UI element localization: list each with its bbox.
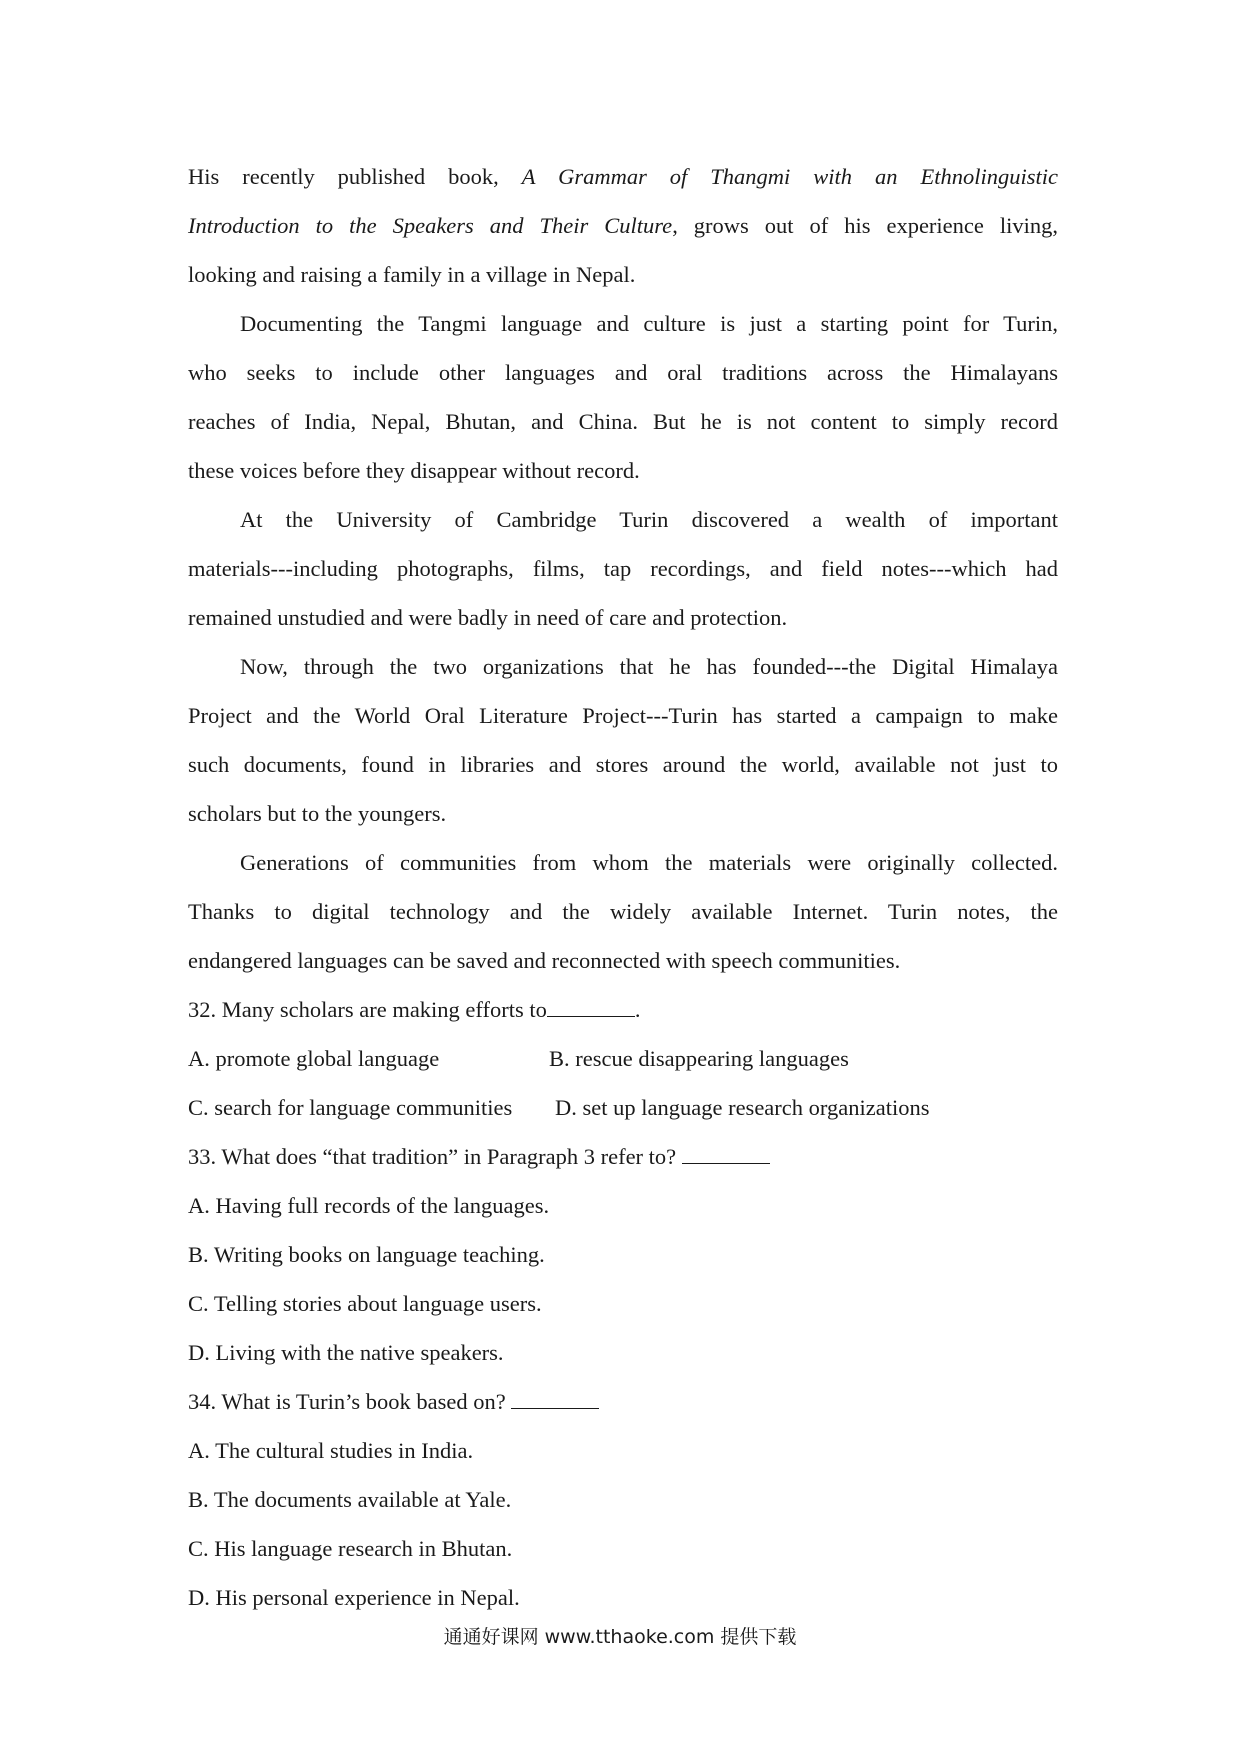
options-row [188, 1034, 1058, 1083]
footer-watermark: 通通好课网 www.tthaoke.com 提供下载 [443, 1626, 797, 1648]
passage-line: Thanks to digital technology and the widely available Internet. Turin notes, the [188, 899, 1058, 924]
option-b: B. Writing books on language teaching. [188, 1242, 545, 1267]
option-b: B. rescue disappearing languages [549, 1046, 849, 1071]
passage-line: Documenting the Tangmi language and culture is just a starting point for Turin, [240, 311, 1058, 336]
question-text: 32. Many scholars are making efforts to [188, 997, 547, 1022]
option-d: D. His personal experience in Nepal. [188, 1585, 520, 1610]
options-row [188, 1083, 1058, 1132]
question-text: 34. What is Turin’s book based on? [188, 1389, 506, 1414]
passage-line: endangered languages can be saved and reconnected with speech communities. [188, 948, 901, 973]
passage-line [188, 152, 1058, 201]
passage-line: who seeks to include other languages and oral traditions across the Himalayans [188, 360, 1058, 385]
passage-text: , grows out of his experience living, [672, 213, 1058, 238]
book-title: Introduction to the Speakers and Their Culture [188, 213, 673, 238]
option-d: D. Living with the native speakers. [188, 1340, 504, 1365]
passage-line: reaches of India, Nepal, Bhutan, and China. But he is not content to simply record [188, 409, 1058, 434]
option-a: A. promote global language [188, 1046, 440, 1071]
answer-blank [682, 1145, 770, 1164]
question-stem [188, 1377, 1058, 1426]
passage-line: such documents, found in libraries and stores around the world, available not just to [188, 752, 1058, 777]
option-a: A. Having full records of the languages. [188, 1193, 550, 1218]
passage-line: remained unstudied and were badly in need of care and protection. [188, 605, 788, 630]
passage-line: scholars but to the youngers. [188, 801, 447, 826]
answer-blank [547, 998, 635, 1017]
passage-line: At the University of Cambridge Turin discovered a wealth of important [240, 507, 1058, 532]
question-punct: . [634, 997, 641, 1022]
passage-text: His recently published book, [188, 164, 522, 189]
question-stem [188, 985, 1058, 1034]
book-title: A Grammar of Thangmi with an Ethnolinguistic [521, 164, 1058, 189]
option-c: C. His language research in Bhutan. [188, 1536, 513, 1561]
passage-line: materials---including photographs, films, tap recordings, and field notes---which had [188, 556, 1058, 581]
exam-page [188, 152, 1058, 1622]
option-b: B. The documents available at Yale. [188, 1487, 512, 1512]
passage-line: Now, through the two organizations that he has founded---the Digital Himalaya [240, 654, 1058, 679]
answer-blank [511, 1390, 599, 1409]
question-stem [188, 1132, 1058, 1181]
option-a: A. The cultural studies in India. [188, 1438, 474, 1463]
option-c: C. Telling stories about language users. [188, 1291, 542, 1316]
passage-line: these voices before they disappear without record. [188, 458, 640, 483]
option-c: C. search for language communities [188, 1095, 513, 1120]
passage-line: Generations of communities from whom the materials were originally collected. [240, 850, 1058, 875]
passage-line: looking and raising a family in a village in Nepal. [188, 262, 636, 287]
question-text: 33. What does “that tradition” in Paragraph 3 refer to? [188, 1144, 677, 1169]
passage-line [188, 201, 1058, 250]
passage-line: Project and the World Oral Literature Project---Turin has started a campaign to make [188, 703, 1058, 728]
option-d: D. set up language research organizations [555, 1095, 930, 1120]
